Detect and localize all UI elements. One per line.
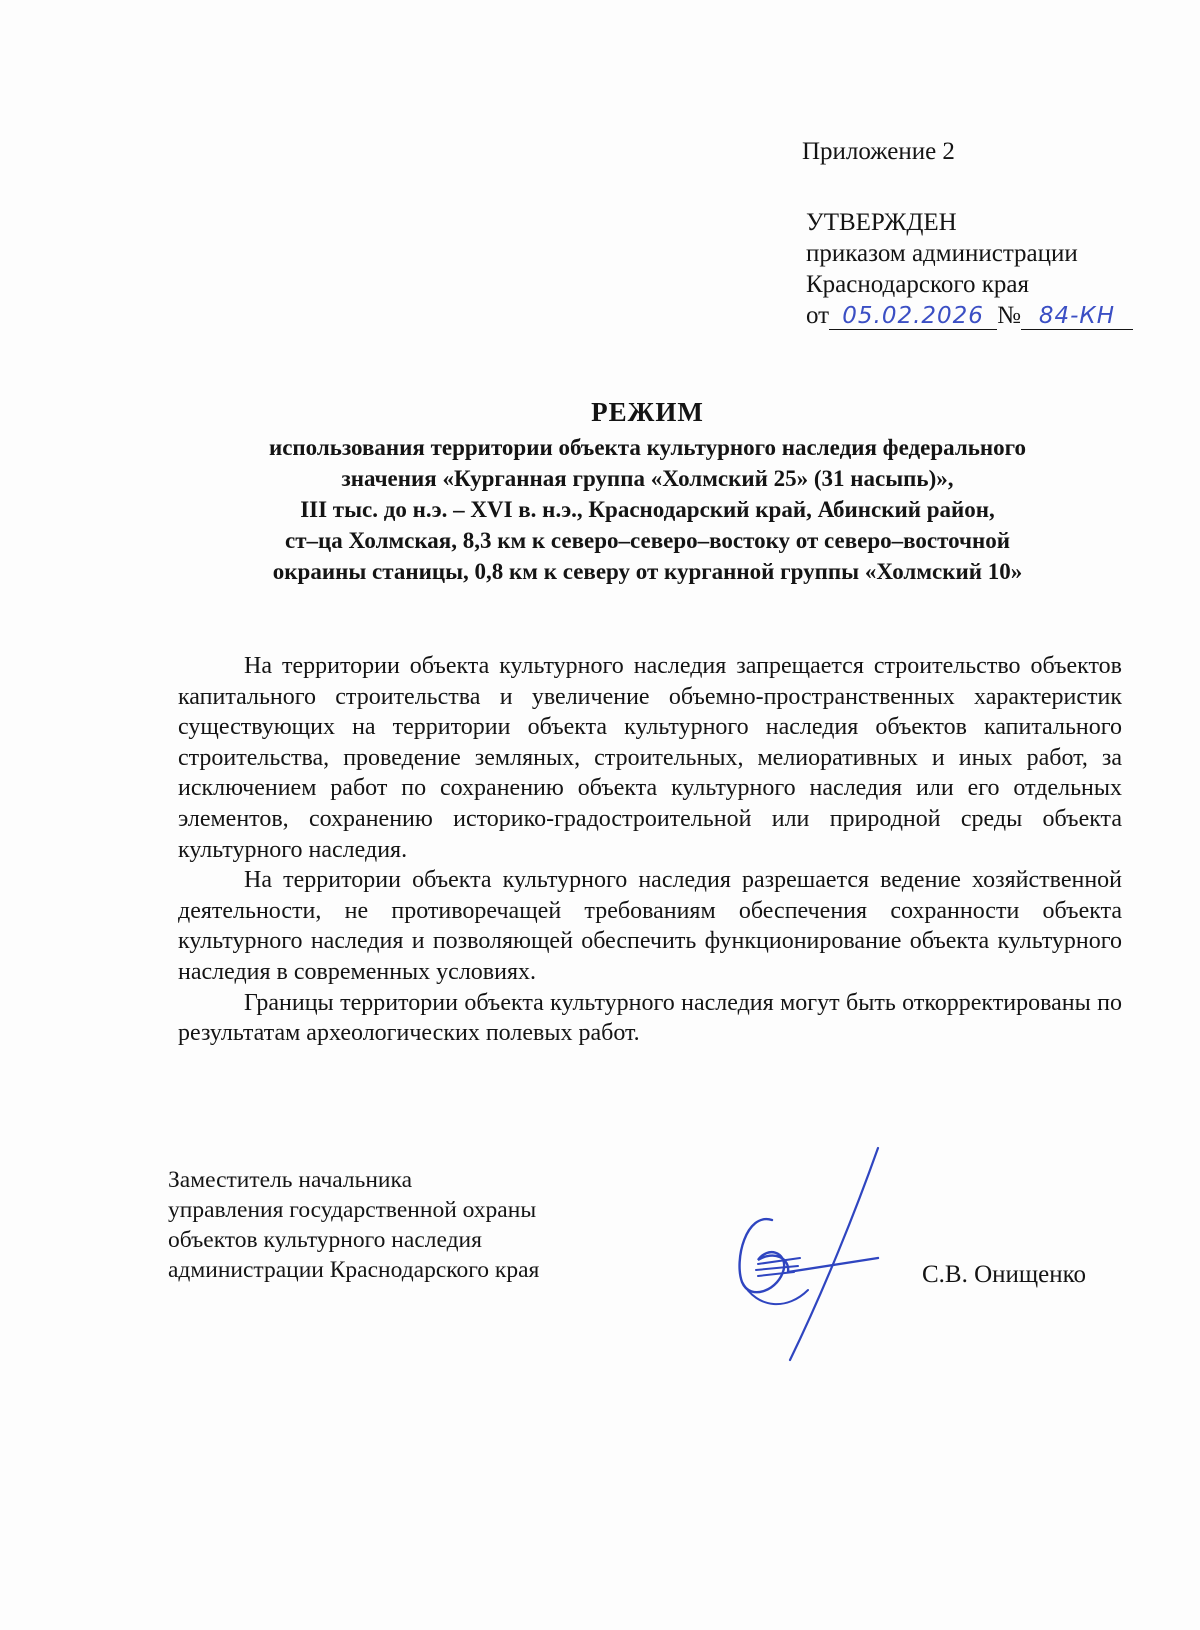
appendix-label: Приложение 2 xyxy=(802,138,955,165)
order-date-number-line xyxy=(806,300,1133,331)
document-title: РЕЖИМ xyxy=(591,397,704,427)
order-number-field xyxy=(1021,303,1133,330)
document-body xyxy=(178,651,1122,1049)
signatory-position xyxy=(168,1165,539,1285)
document-heading xyxy=(140,397,1155,587)
by-order-line-1: приказом администрации xyxy=(806,240,1078,267)
position-line-2: управления государственной охраны xyxy=(168,1197,537,1223)
order-date-field xyxy=(829,303,997,330)
paragraph-permissions: На территории объекта культурного наследия разрешается ведение хозяйственной деятельности, не противоречащей требованиям обеспечения сохранности объекта культурного наследия и позволяющей обеспечить функционирование объекта культурного наследия в современных условиях. xyxy=(178,867,1122,985)
heading-line-4: ст–ца Холмская, 8,3 км к северо–северо–востоку от северо–восточной xyxy=(285,528,1010,553)
approval-stamp xyxy=(806,207,1133,331)
approved-label: УТВЕРЖДЕН xyxy=(806,209,957,236)
paragraph-prohibitions: На территории объекта культурного наследия запрещается строительство объектов капитального строительства и увеличение объемно-пространственных характеристик существующих на территории объекта культурного наследия объектов капитального строительства, проведение земляных, строительных, мелиоративных и иных работ, за исключением работ по сохранению объекта культурного наследия или его отдельных элементов, сохранению историко-градостроительной или природной среды объекта культурного наследия. xyxy=(178,653,1122,863)
heading-line-1: использования территории объекта культурного наследия федерального xyxy=(268,435,1027,460)
order-number-handwritten: 84-КН xyxy=(1038,303,1116,329)
position-line-3: объектов культурного наследия xyxy=(168,1227,482,1253)
date-prefix: от xyxy=(806,302,830,329)
heading-line-3: III тыс. до н.э. – XVI в. н.э., Краснодарский край, Абинский район, xyxy=(300,497,995,522)
number-prefix: № xyxy=(997,302,1021,329)
heading-line-5: окраины станицы, 0,8 км к северу от курганной группы «Холмский 10» xyxy=(272,559,1023,584)
position-line-1: Заместитель начальника xyxy=(168,1167,412,1193)
handwritten-signature xyxy=(728,1140,908,1365)
heading-line-2: значения «Курганная группа «Холмский 25» (31 насыпь)», xyxy=(341,466,954,491)
order-date-handwritten: 05.02.2026 xyxy=(842,303,984,329)
paragraph-boundaries: Границы территории объекта культурного наследия могут быть откорректированы по результатам археологических полевых работ. xyxy=(178,989,1122,1047)
position-line-4: администрации Краснодарского края xyxy=(168,1257,540,1283)
by-order-line-2: Краснодарского края xyxy=(806,271,1029,298)
signatory-name: С.В. Онищенко xyxy=(922,1261,1087,1288)
